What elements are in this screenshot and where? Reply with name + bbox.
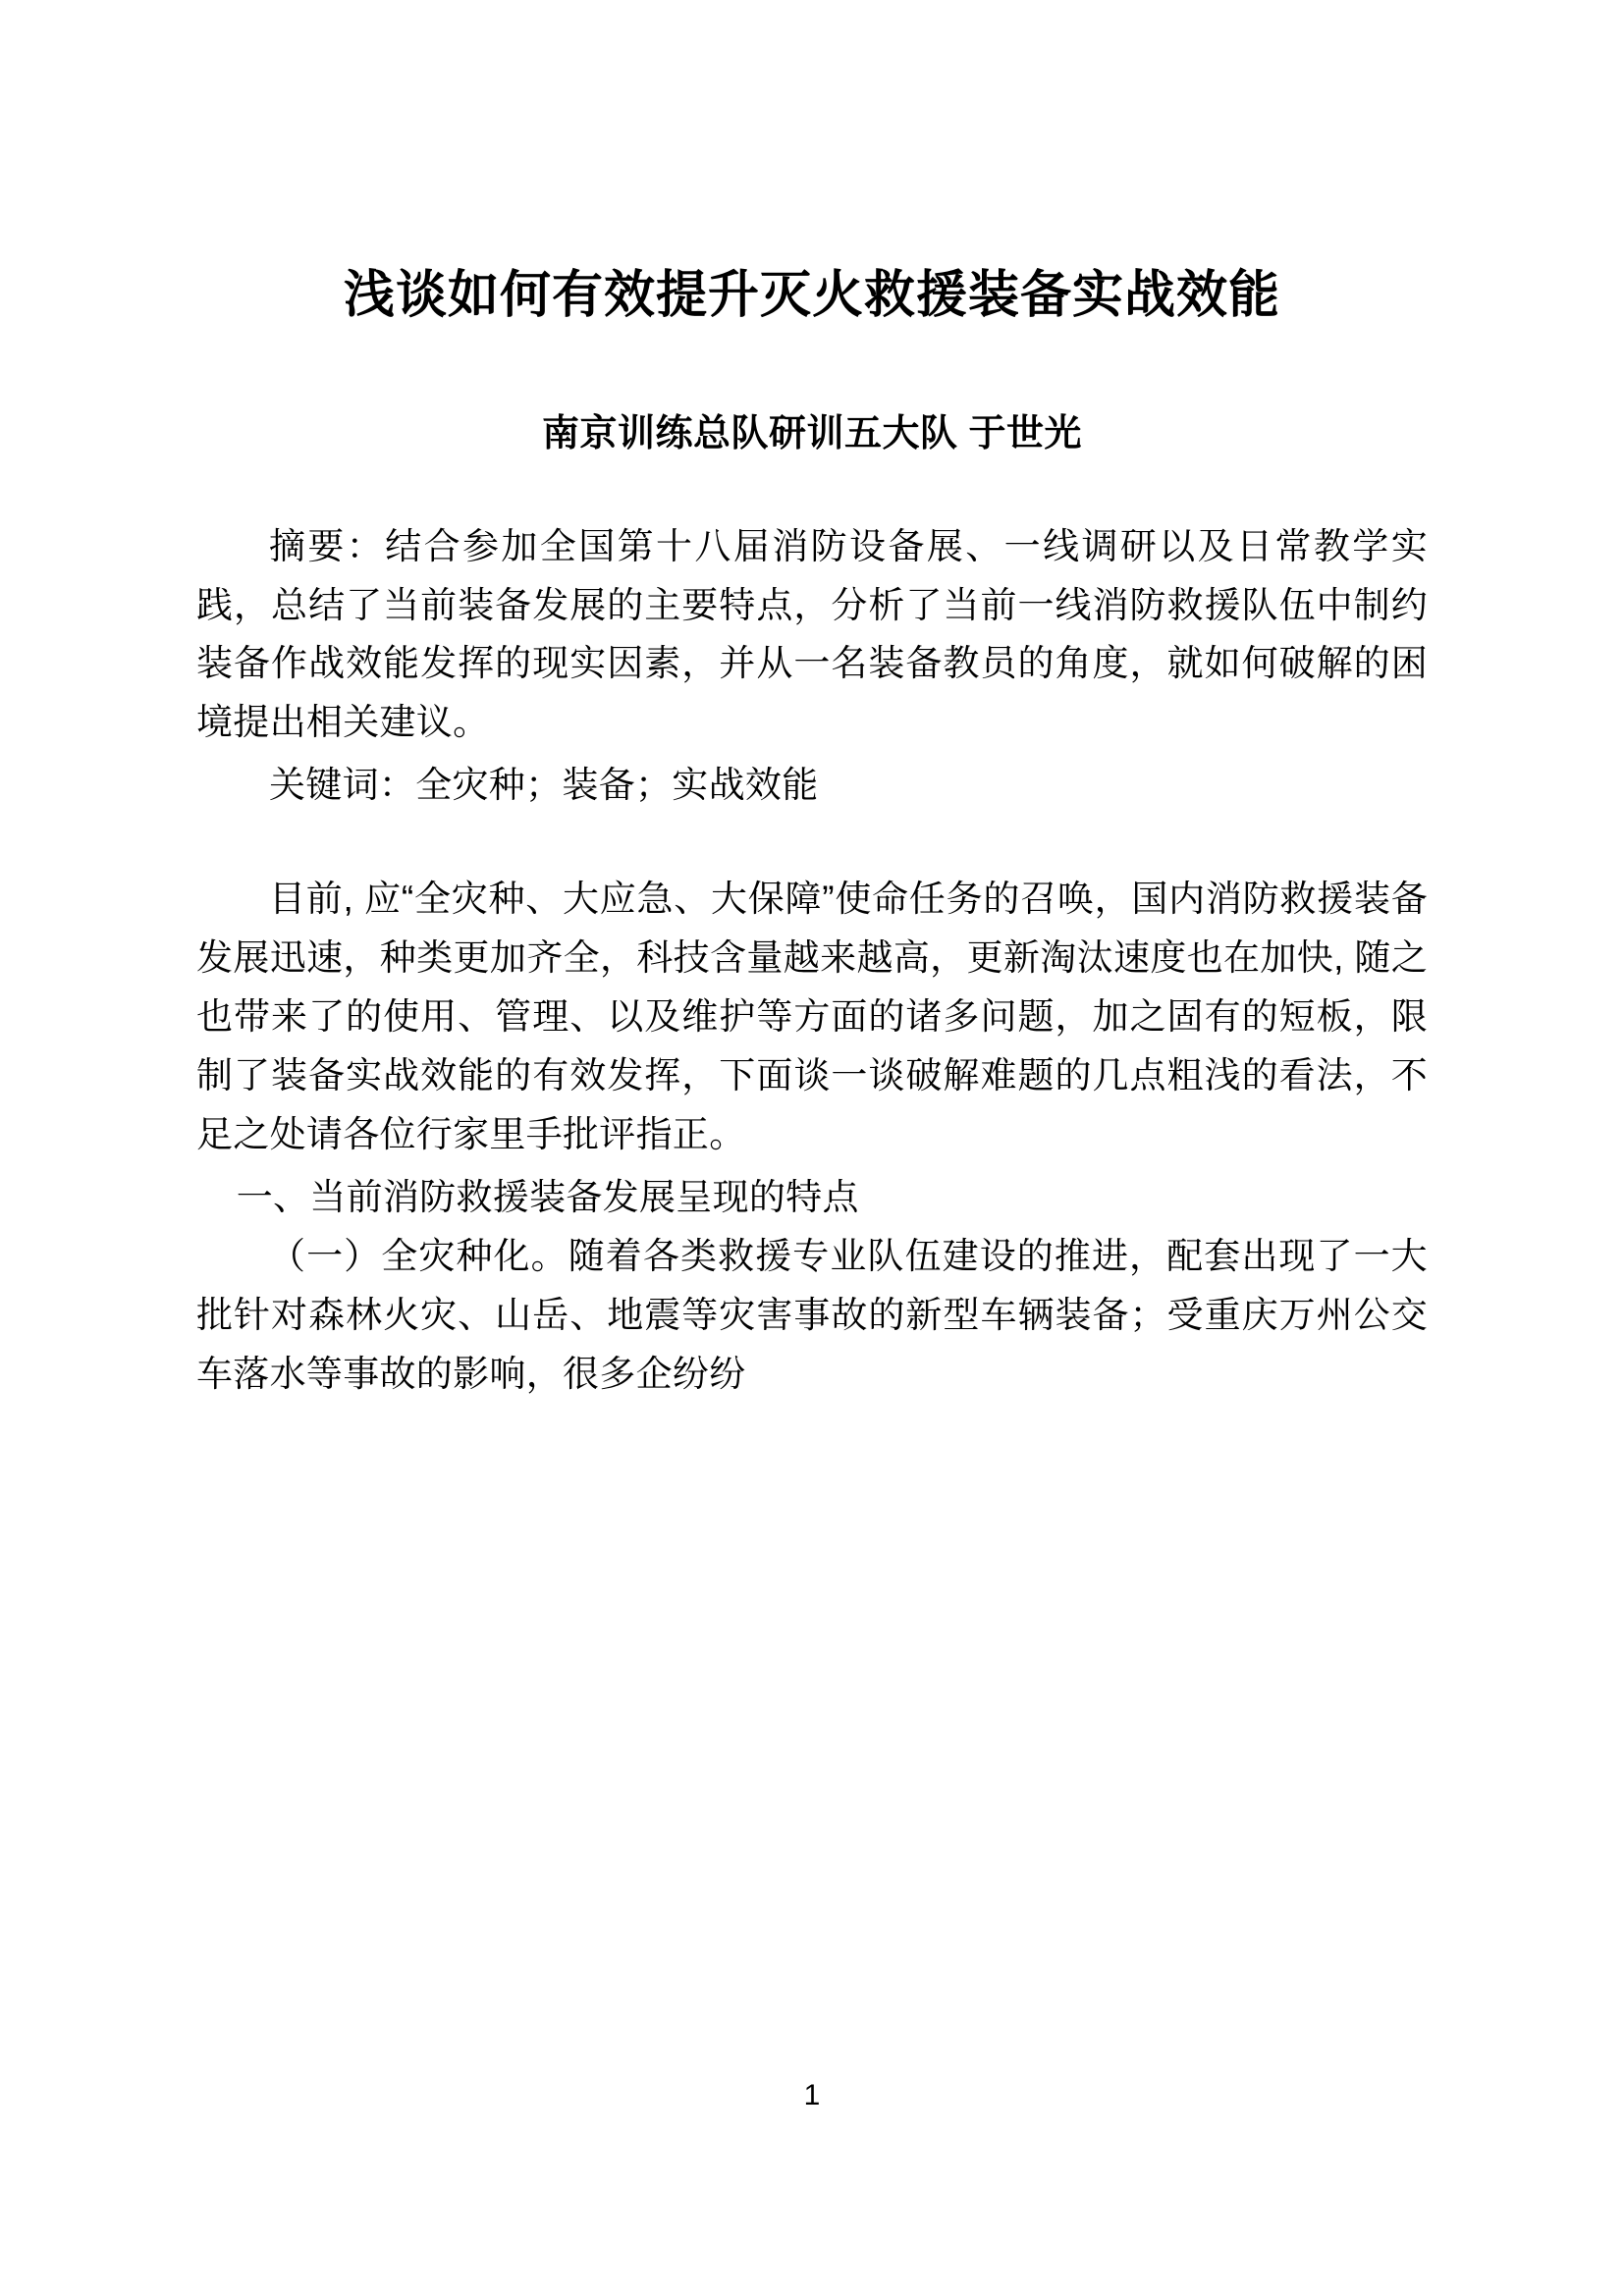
page-number: 1 xyxy=(803,2079,821,2111)
body-paragraph-2: （一）全灾种化。随着各类救援专业队伍建设的推进，配套出现了一大批针对森林火灾、山岳、地震等灾害事故的新型车辆装备；受重庆万州公交车落水等事故的影响，很多企纷纷 xyxy=(196,1235,1428,1394)
body-paragraph-1: 目前, 应“全灾种、大应急、大保障”使命任务的召唤，国内消防救援装备发展迅速，种类更加齐全，科技含量越来越高，更新淘汰速度也在加快, 随之也带来了的使用、管理、以及维护等方面的诸多问题，加之固有的短板，限制了装备实战效能的有效发挥，下面谈一谈破解难题的几点粗浅的看法，不足之处请各位行家里手批评指正。 xyxy=(196,879,1428,1155)
paragraph-spacer xyxy=(196,815,1428,870)
section-heading-1: 一、当前消防救援装备发展呈现的特点 xyxy=(236,1176,859,1217)
author-line: 南京训练总队研训五大队 于世光 xyxy=(541,412,1083,454)
abstract-paragraph: 摘要：结合参加全国第十八届消防设备展、一线调研以及日常教学实践，总结了当前装备发展的主要特点，分析了当前一线消防救援队伍中制约装备作战效能发挥的现实因素，并从一名装备教员的角度，就如何破解的困境提出相关建议。 xyxy=(196,525,1428,743)
document-content xyxy=(196,263,1428,1408)
keywords-paragraph: 关键词：全灾种；装备；实战效能 xyxy=(269,765,819,806)
page-title: 浅谈如何有效提升灭火救援装备实战效能 xyxy=(343,267,1280,324)
